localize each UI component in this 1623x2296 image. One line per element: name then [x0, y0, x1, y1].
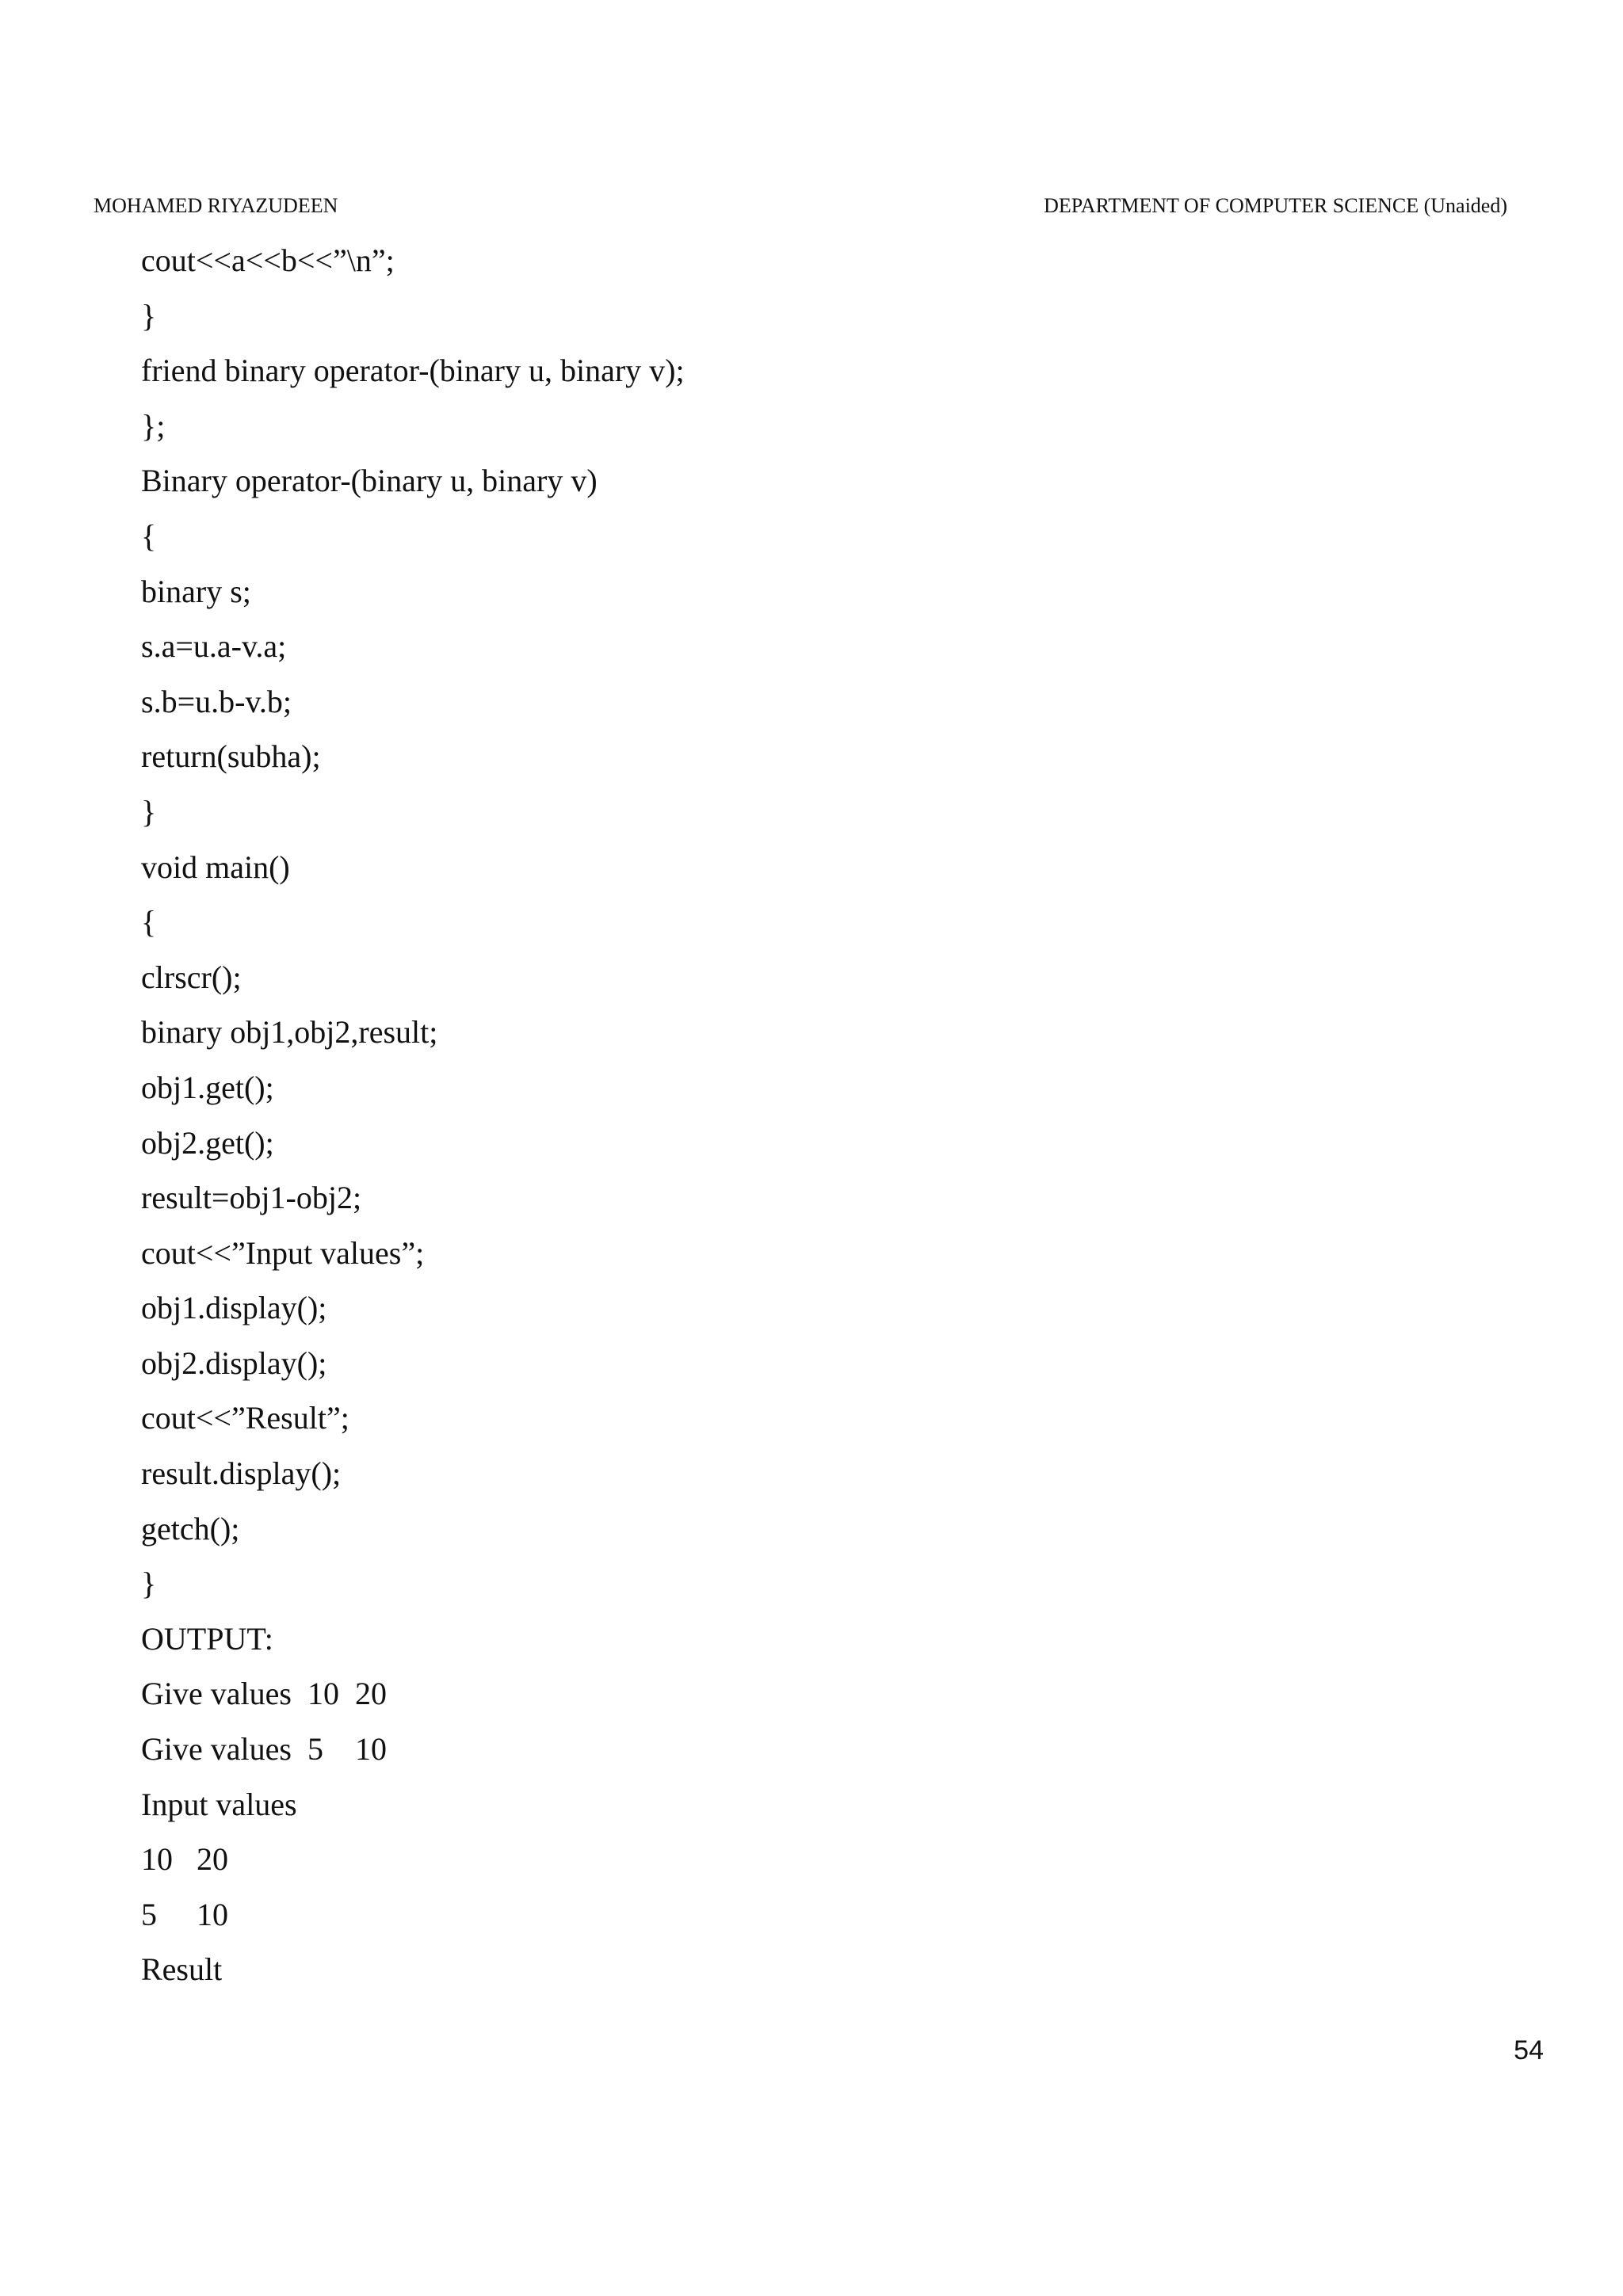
output-line: Result: [141, 1951, 223, 1988]
code-line: }: [141, 793, 157, 830]
code-line: clrscr();: [141, 959, 242, 995]
code-line: obj2.display();: [141, 1344, 327, 1381]
output-line: 5 10: [141, 1896, 228, 1932]
code-line: s.a=u.a-v.a;: [141, 628, 287, 665]
output-line: Give values 5 10: [141, 1731, 387, 1768]
code-line: }: [141, 297, 157, 334]
code-line: getch();: [141, 1510, 240, 1547]
header-author: MOHAMED RIYAZUDEEN: [94, 194, 338, 217]
code-line: };: [141, 407, 166, 444]
code-line: {: [141, 904, 157, 940]
code-line: Binary operator-(binary u, binary v): [141, 463, 598, 499]
output-line: 10 20: [141, 1841, 228, 1878]
page-number: 54: [1514, 2035, 1544, 2065]
code-line: binary s;: [141, 573, 251, 609]
code-line: cout<<”Input values”;: [141, 1234, 425, 1271]
code-line: cout<<”Result”;: [141, 1400, 349, 1436]
output-heading: OUTPUT:: [141, 1620, 273, 1657]
output-line: Input values: [141, 1786, 297, 1822]
code-line: }: [141, 1566, 157, 1602]
code-line: result=obj1-obj2;: [141, 1180, 362, 1216]
code-line: return(subha);: [141, 738, 321, 775]
header-department: DEPARTMENT OF COMPUTER SCIENCE (Unaided): [1044, 194, 1507, 217]
output-line: Give values 10 20: [141, 1676, 387, 1712]
code-listing: [141, 237, 1488, 2001]
code-line: result.display();: [141, 1455, 342, 1492]
code-line: obj1.display();: [141, 1290, 327, 1326]
code-line: binary obj1,obj2,result;: [141, 1014, 438, 1051]
code-line: cout<<a<<b<<”\n”;: [141, 242, 395, 278]
code-line: {: [141, 517, 157, 554]
code-line: obj1.get();: [141, 1069, 274, 1105]
code-line: obj2.get();: [141, 1124, 274, 1161]
code-line: s.b=u.b-v.b;: [141, 683, 292, 719]
code-line: void main(): [141, 849, 290, 885]
code-line: friend binary operator-(binary u, binary v);: [141, 353, 685, 389]
